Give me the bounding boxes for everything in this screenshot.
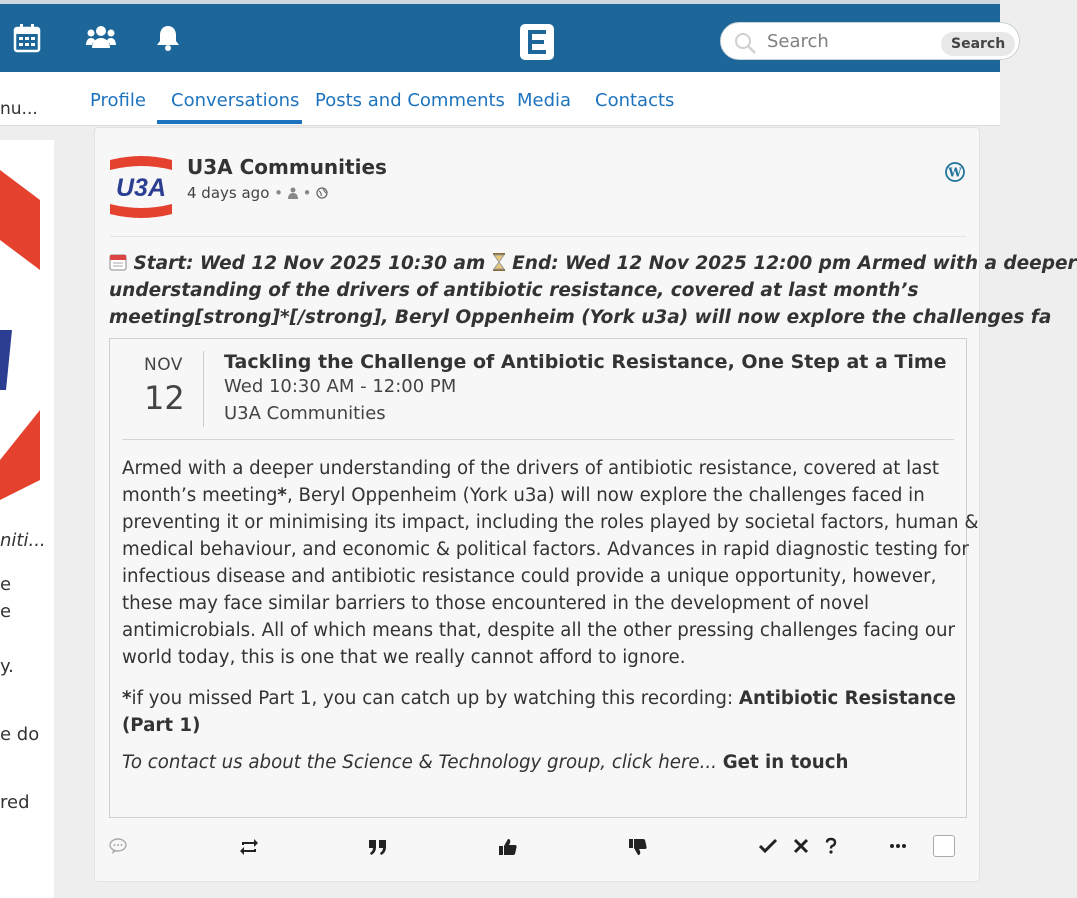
- sidebar-text-fragment: e do: [0, 724, 40, 745]
- recording-link[interactable]: Antibiotic Resistance (Part 1): [122, 688, 956, 736]
- summary-end: End: Wed 12 Nov 2025 12:00 pm: [512, 253, 852, 274]
- summary-start: Start: Wed 12 Nov 2025 10:30 am: [133, 253, 486, 274]
- user-icon: [288, 185, 298, 203]
- tab-profile[interactable]: Profile: [90, 90, 146, 111]
- sidebar-text-fragment: y.: [0, 656, 14, 677]
- site-logo[interactable]: [520, 24, 554, 60]
- event-description: Armed with a deeper understanding of the drivers of antibiotic resistance, covered at last month’s meeting*, Beryl Oppenheim (York u3a) will now explore the challenges faced in preventing it or minimising its impact, including the roles played by societal factors, human & medical behaviour, and economic & political factors. Advances in rapid diagnostic testing for infectious disease and antibiotic resistance could provide a unique opportunity, however, these may face similar barriers to those encountered in the development of novel antimicrobials. All of which means that, despite all the other pressing challenges facing our world today, this is one that we really cannot afford to ignore.: [122, 458, 979, 668]
- tab-media[interactable]: Media: [517, 90, 572, 111]
- tab-posts-and-comments[interactable]: Posts and Comments: [315, 90, 505, 111]
- get-in-touch-link[interactable]: Get in touch: [722, 752, 849, 773]
- activity-post-card: [94, 127, 1077, 882]
- group-icon[interactable]: [86, 24, 116, 56]
- sidebar-text-fragment: red: [0, 792, 30, 813]
- author-avatar[interactable]: [108, 154, 174, 220]
- tab-contacts[interactable]: Contacts: [595, 90, 675, 111]
- quote-icon[interactable]: [368, 838, 388, 860]
- event-organizer: U3A Communities: [224, 403, 386, 424]
- event-day: 12: [144, 379, 185, 417]
- thumbs-down-icon[interactable]: [628, 838, 648, 860]
- event-date-separator: [203, 351, 204, 427]
- svg-text:W: W: [948, 165, 962, 180]
- post-author-name[interactable]: U3A Communities: [187, 155, 387, 179]
- comment-icon[interactable]: [109, 838, 127, 858]
- select-post-checkbox[interactable]: [933, 835, 955, 857]
- attend-no-icon[interactable]: [794, 838, 808, 857]
- hourglass-icon: [492, 253, 506, 274]
- divider: [122, 439, 954, 440]
- more-options-icon[interactable]: [889, 838, 907, 858]
- post-meta: 4 days ago • •: [187, 184, 328, 203]
- calendar-icon[interactable]: [14, 24, 40, 56]
- post-time[interactable]: 4 days ago: [187, 184, 270, 202]
- top-navigation-bar: [0, 0, 1006, 72]
- attend-maybe-icon[interactable]: [825, 838, 837, 858]
- avatar-logo-text: U3A: [115, 174, 167, 202]
- thumbs-up-icon[interactable]: [498, 838, 518, 860]
- summary-text: meeting[strong]*[/strong], Beryl Oppenheim (York u3a) will now explore the challenges fa: [109, 307, 1052, 328]
- attend-yes-icon[interactable]: [759, 838, 777, 858]
- active-tab-indicator: [157, 120, 302, 124]
- calendar-emoji-icon: [109, 253, 127, 274]
- event-contact-note: To contact us about the Science & Technology group, click here... Get in touch: [122, 752, 849, 773]
- tab-conversations[interactable]: Conversations: [171, 90, 300, 111]
- u3a-logo-fragment: [0, 160, 54, 480]
- event-time: Wed 10:30 AM - 12:00 PM: [224, 376, 457, 397]
- search-input[interactable]: [767, 28, 937, 54]
- post-summary: [109, 250, 1077, 331]
- search-icon: [733, 31, 757, 59]
- event-missed-note: *if you missed Part 1, you can catch up by watching this recording: Antibiotic Resistance (Part 1): [122, 688, 956, 736]
- profile-tab-bar: [0, 72, 1000, 126]
- truncated-nav-label[interactable]: nu...: [0, 99, 38, 119]
- globe-icon: [316, 185, 328, 203]
- event-month: NOV: [144, 355, 183, 375]
- bell-icon[interactable]: [156, 24, 180, 56]
- sidebar-text-fragment: e: [0, 601, 12, 622]
- search-bar: [720, 22, 1020, 60]
- sidebar-text-fragment: niti...: [0, 530, 46, 551]
- repost-icon[interactable]: [239, 838, 259, 860]
- summary-text: Armed with a deeper: [857, 253, 1077, 274]
- divider: [110, 236, 966, 237]
- sidebar-text-fragment: e: [0, 574, 12, 595]
- event-title[interactable]: Tackling the Challenge of Antibiotic Resistance, One Step at a Time: [224, 351, 947, 373]
- left-sidebar-card: [0, 140, 54, 898]
- summary-text: understanding of the drivers of antibiotic resistance, covered at last month’s: [109, 280, 919, 301]
- search-button[interactable]: Search: [941, 32, 1015, 56]
- event-embed[interactable]: [109, 338, 979, 818]
- wordpress-icon: [945, 162, 965, 186]
